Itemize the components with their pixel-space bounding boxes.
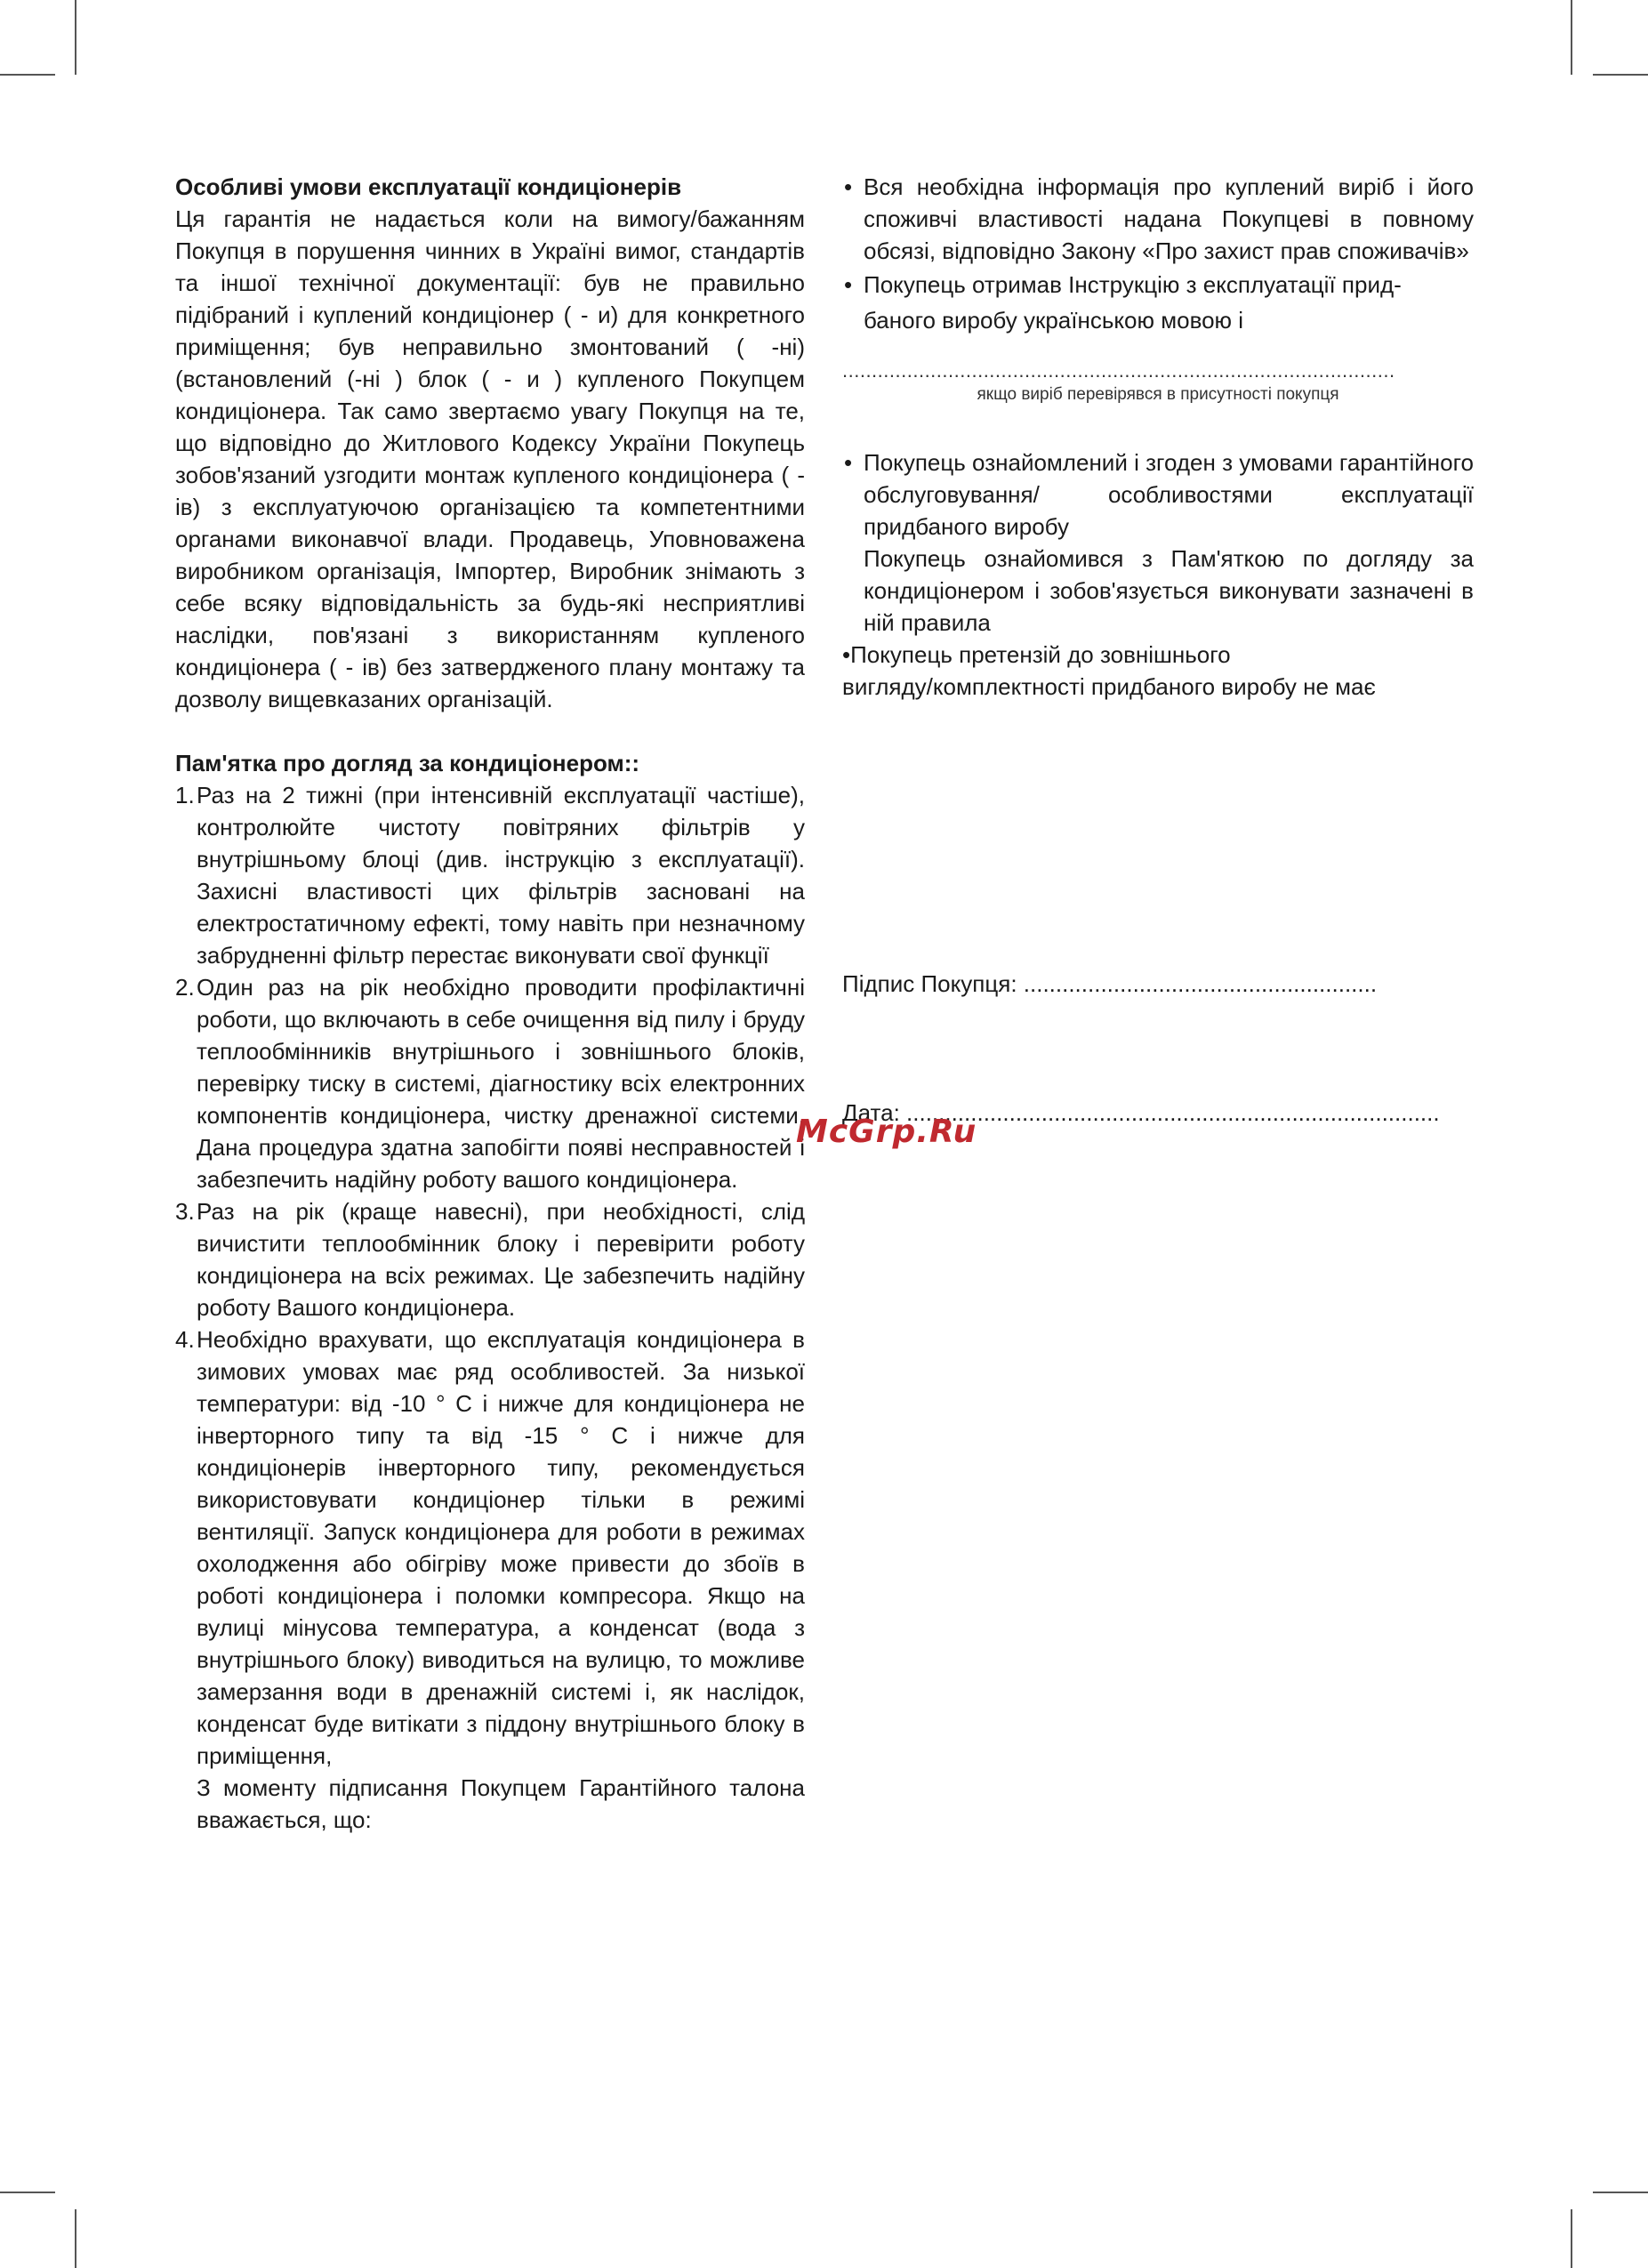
crop-mark <box>1571 2209 1572 2268</box>
bullet-text-line: баного виробу українською мовою і <box>864 307 1244 334</box>
dotted-line-caption: якщо виріб перевірявся в присутності покупця <box>977 385 1339 404</box>
right-column <box>842 171 1474 703</box>
bullet-text: Вся необхідна інформація про куплений виріб і його споживчі властивості надана Покупцеві в повному обсязі, відповідно Закону «Про захист прав споживачів» <box>864 173 1474 264</box>
care-memo-list <box>175 779 805 1772</box>
crop-mark <box>0 2192 55 2193</box>
fill-in-dotted-line: .............................................................................................. <box>842 359 1395 382</box>
left-column <box>175 171 805 1836</box>
list-item-number: 2. <box>175 974 195 1001</box>
bullet-text: Покупець ознайомлений і згоден з умовами гарантійного обслуговування/ особливостями експлуатації придбаного виробу <box>864 449 1474 540</box>
list-item <box>175 1323 805 1772</box>
bullet-text-continuation: Покупець ознайомився з Пам'яткою по догляду за кондиціонером і зобов'язується виконувати зазначені в ній правила <box>864 545 1474 636</box>
crop-mark <box>1571 0 1572 75</box>
acknowledgement-list <box>842 446 1474 639</box>
list-item <box>175 971 805 1195</box>
list-item <box>842 171 1474 267</box>
bullet-icon: • <box>844 173 853 200</box>
signature-field: Підпис Покупця: ....................................................... <box>842 970 1378 997</box>
list-item-text: Раз на рік (краще навесні), при необхідності, слід вичистити теплообмінник блоку і перевірити роботу кондиціонера на всіх режимах. Це забезпечить надійну роботу Вашого кондиціонера. <box>197 1198 805 1321</box>
date-field: Дата: ................................................................................... <box>842 1099 1440 1126</box>
section-title-special-conditions: Особливі умови експлуатації кондиціонерів <box>175 173 682 200</box>
list-item-text: Один раз на рік необхідно проводити профілактичні роботи, що включають в себе очищення від пилу і бруду теплообмінників внутрішнього і зовнішнього блоків, перевірку тиску в системі, діагностику всіх електронних компонентів кондиціонера, чистку дренажної системи. Дана процедура здатна запобігти появі несправностей і забезпечить надійну роботу вашого кондиціонера. <box>197 974 805 1193</box>
list-item-number: 4. <box>175 1326 195 1353</box>
watermark-logo: McGrp.Ru <box>796 1114 977 1150</box>
crop-mark <box>75 0 76 75</box>
crop-mark <box>1593 74 1648 76</box>
crop-mark <box>0 74 55 76</box>
special-conditions-text: Ця гарантія не надається коли на вимогу/бажанням Покупця в порушення чинних в Україні вимог, стандартів та іншої технічної документації: був не правильно підібраний і куплений кондиціонер ( - и) для конкретного приміщення; був неправильно змонтований ( -ні) (встановлений (-ні ) блок ( - и ) купленого Покупцем кондиціонера. Так само звертаємо увагу Покупця на те, що відповідно до Житлового Кодексу України Покупець зобов'язаний узгодити монтаж купленого кондиціонера ( - ів) з експлуатуючою організацією та компетентними органами виконавчої влади. Продавець, Уповноважена виробником організація, Імпортер, Виробник знімають з себе всяку відповідальність за будь-які несприятливі наслідки, пов'язані з використанням купленого кондиціонера ( - ів) без затвердженого плану монтажу та дозволу вищевказаних організацій. <box>175 205 805 712</box>
bullet-text-line: вигляду/комплектності придбаного виробу не має <box>842 673 1376 700</box>
list-item <box>842 446 1474 639</box>
list-item <box>175 779 805 971</box>
bullet-icon: • <box>844 271 853 298</box>
list-item-number: 3. <box>175 1198 195 1225</box>
list-item <box>175 1195 805 1323</box>
list-item-text: Раз на 2 тижні (при інтенсивній експлуатації частіше), контролюйте чистоту повітряних фільтрів у внутрішньому блоці (див. інструкцію з експлуатації). Захисні властивості цих фільтрів засновані на електростатичному ефекті, тому навіть при незначному забрудненні фільтр перестає виконувати свої функції <box>197 782 805 969</box>
spacer <box>842 406 1474 446</box>
closing-text: З моменту підписання Покупцем Гарантійного талона вважається, що: <box>197 1774 805 1833</box>
list-item-number: 1. <box>175 782 195 808</box>
bullet-icon: • <box>844 449 853 476</box>
list-item <box>842 269 1474 340</box>
spacer <box>175 715 805 747</box>
bullet-text-line: •Покупець претензій до зовнішнього <box>842 641 1231 668</box>
section-title-care-memo: Пам'ятка про догляд за кондиціонером:: <box>175 750 640 776</box>
list-item-text: Необхідно врахувати, що експлуатація кондиціонера в зимових умовах має ряд особливостей. За низької температури: від -10 ° С і нижче для кондиціонера не інверторного типу та від -15 ° С і нижче для кондиціонерів інверторного типу, рекомендується використовувати кондиціонер тільки в режимі вентиляції. Запуск кондиціонера для роботи в режимах охолодження або обігріву може привести до збоїв в роботі кондиціонера і поломки компресора. Якщо на вулиці мінусова температура, а конденсат (вода з внутрішнього блоку) виводиться на вулицю, то можливе замерзання води в дренажній системі і, як наслідок, конденсат буде витікати з піддону внутрішнього блоку в приміщення, <box>197 1326 805 1769</box>
crop-mark <box>1593 2192 1648 2193</box>
acknowledgement-list <box>842 171 1474 340</box>
bullet-text-line: Покупець отримав Інструкцію з експлуатації прид- <box>864 271 1402 298</box>
crop-mark <box>75 2209 76 2268</box>
